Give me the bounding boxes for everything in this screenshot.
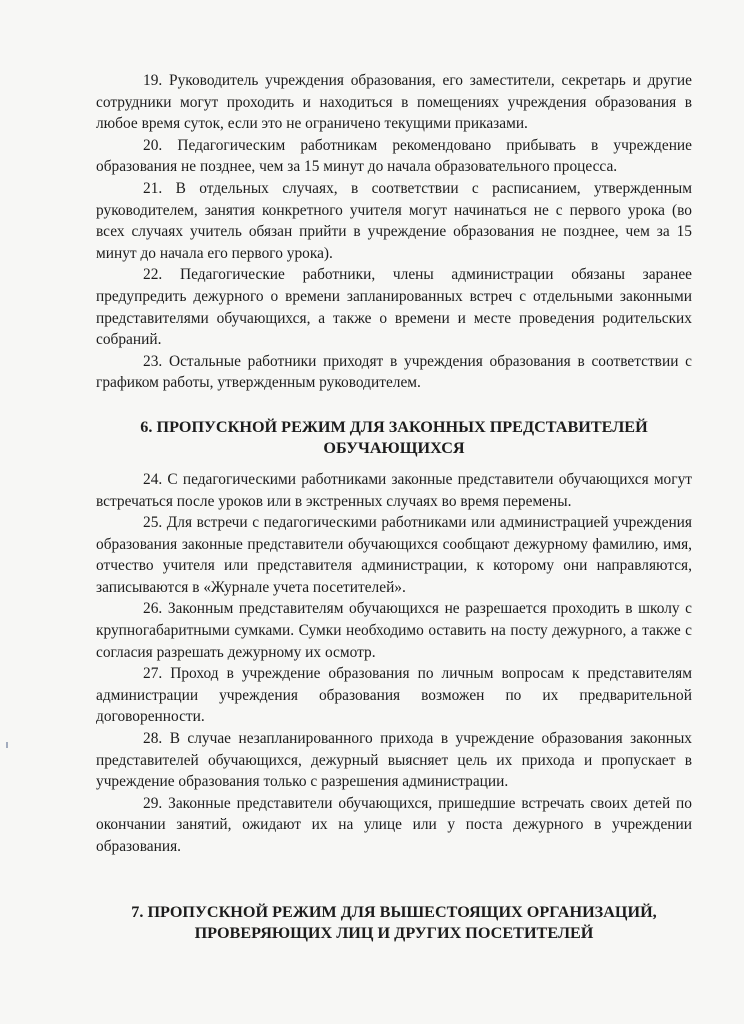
paragraph-28: 28. В случае незапланированного прихода в учреждение образования законных представителей обучающихся, дежурный выясняет цель их прихода и пропускает в учреждение образования только с разрешения администрации.: [96, 730, 692, 791]
document-page: [96, 70, 692, 944]
paragraph-27: 27. Проход в учреждение образования по личным вопросам к представителям администрации учреждения образования возможен по их предварительной договоренности.: [96, 665, 692, 726]
paragraph-25: 25. Для встречи с педагогическими работниками или администрацией учреждения образования законные представители обучающихся сообщают дежурному фамилию, имя, отчество учителя или представителя администрации, к которому они направляются, записываются в «Журнале учета посетителей».: [96, 514, 692, 596]
scan-mark: [6, 742, 8, 748]
section-7-heading: [96, 902, 692, 944]
section-6-heading: [96, 417, 692, 459]
paragraph-29: 29. Законные представители обучающихся, пришедшие встречать своих детей по окончании занятий, ожидают их на улице или у поста дежурного в учреждении образования.: [96, 794, 692, 855]
section-6-heading-line-2: ОБУЧАЮЩИХСЯ: [323, 438, 465, 457]
paragraph-26: 26. Законным представителям обучающихся не разрешается проходить в школу с крупногабаритными сумками. Сумки необходимо оставить на посту дежурного, а также с согласия разрешать дежурному их осмотр.: [96, 600, 692, 661]
section-7-heading-line-2: ПРОВЕРЯЮЩИХ ЛИЦ И ДРУГИХ ПОСЕТИТЕЛЕЙ: [194, 923, 594, 942]
paragraph-20: 20. Педагогическим работникам рекомендовано прибывать в учреждение образования не позднее, чем за 15 минут до начала образовательного процесса.: [96, 136, 692, 176]
section-7-heading-line-1: 7. ПРОПУСКНОЙ РЕЖИМ ДЛЯ ВЫШЕСТОЯЩИХ ОРГАНИЗАЦИЙ,: [131, 902, 657, 921]
section-6-heading-line-1: 6. ПРОПУСКНОЙ РЕЖИМ ДЛЯ ЗАКОННЫХ ПРЕДСТАВИТЕЛЕЙ: [140, 417, 648, 436]
paragraph-23: 23. Остальные работники приходят в учреждения образования в соответствии с графиком работы, утвержденным руководителем.: [96, 352, 692, 392]
paragraph-22: 22. Педагогические работники, члены администрации обязаны заранее предупредить дежурного о времени запланированных встреч с отдельными законными представителями обучающихся, а также о времени и месте проведения родительских собраний.: [96, 266, 692, 349]
paragraph-19: 19. Руководитель учреждения образования, его заместители, секретарь и другие сотрудники могут проходить и находиться в помещениях учреждения образования в любое время суток, если это не ограничено текущими приказами.: [96, 72, 692, 133]
paragraph-24: 24. С педагогическими работниками законные представители обучающихся могут встречаться после уроков или в экстренных случаях во время перемены.: [96, 470, 692, 510]
paragraph-21: 21. В отдельных случаях, в соответствии с расписанием, утвержденным руководителем, занятия конкретного учителя могут начинаться не с первого урока (во всех случаях учитель обязан прийти в учреждение образования не позднее, чем за 15 минут до начала его первого урока).: [96, 179, 692, 262]
